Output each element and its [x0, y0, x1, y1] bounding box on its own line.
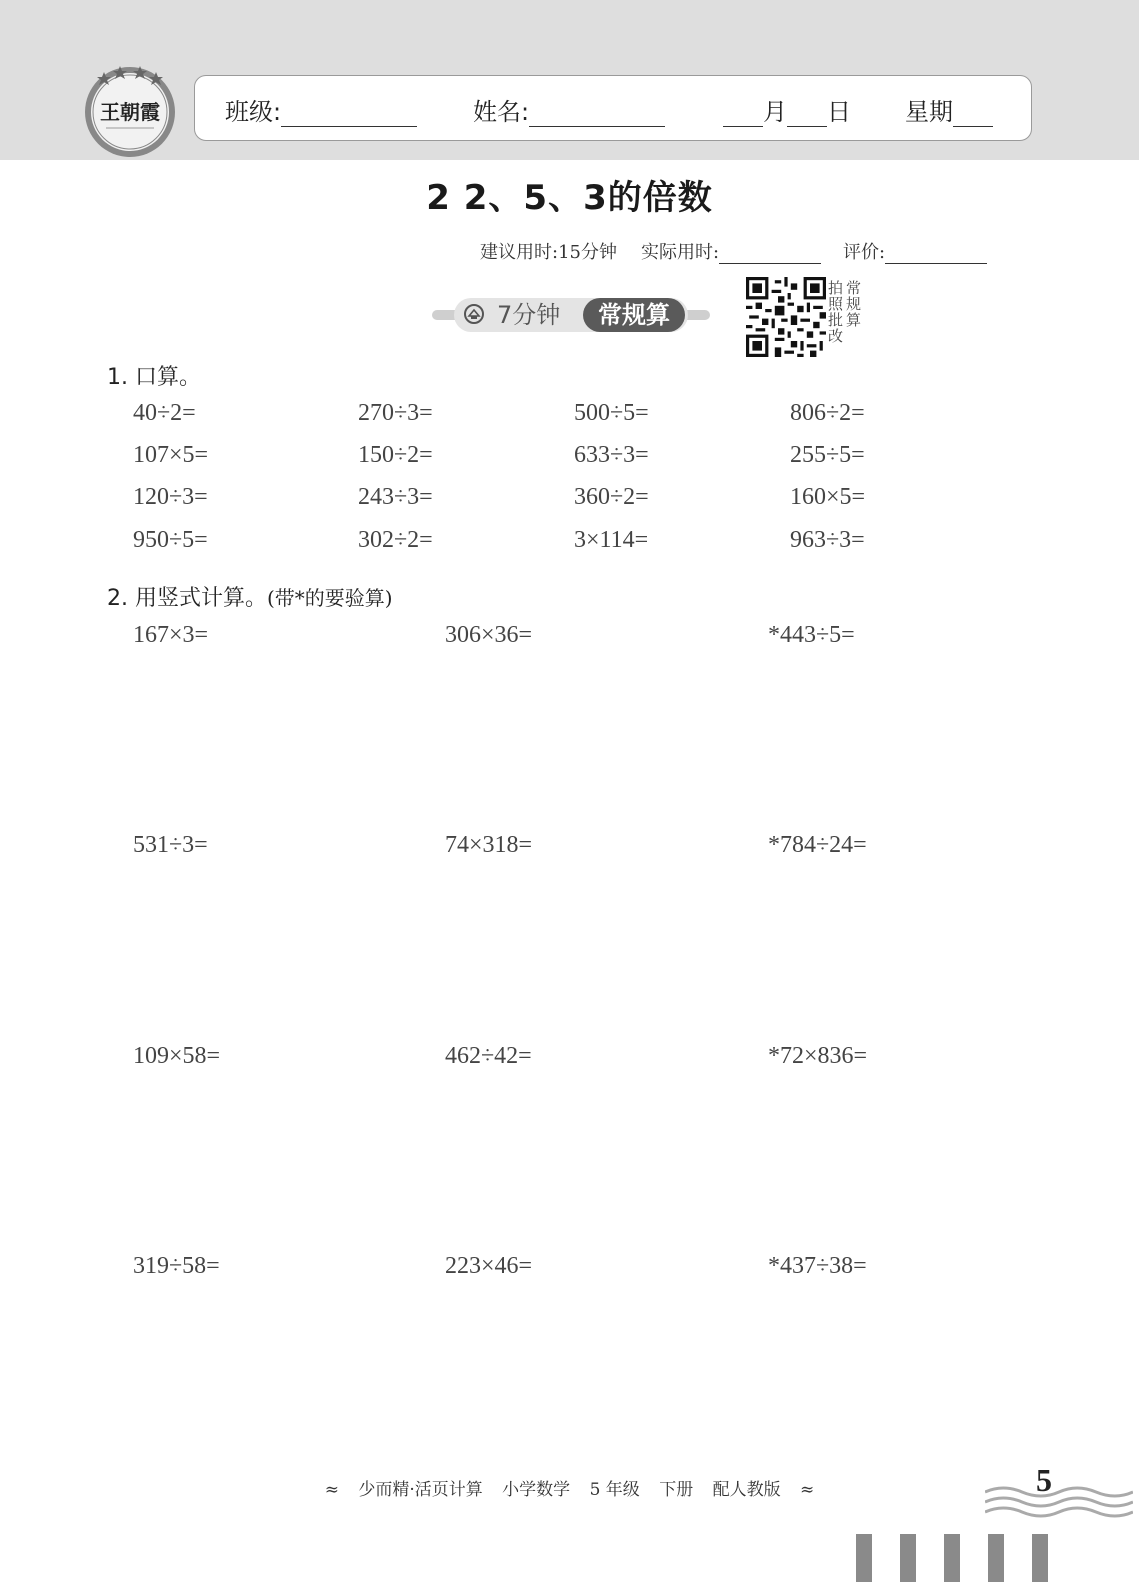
section2-title: 2. 用竖式计算。 [107, 586, 267, 611]
name-field [473, 92, 665, 127]
footer-deco-left: ≈ [324, 1480, 339, 1500]
class-label: 班级: [225, 98, 282, 126]
oral-problem: 963÷3= [790, 527, 865, 553]
vertical-problem: 319÷58= [133, 1253, 220, 1279]
month-label: 月 [763, 98, 787, 126]
oral-problem: 120÷3= [133, 484, 208, 510]
rating-blank[interactable] [885, 243, 987, 264]
vertical-problem: 167×3= [133, 622, 209, 648]
section2-note: (带*的要验算) [266, 586, 393, 610]
weekday-label: 星期 [905, 98, 953, 126]
date-field [723, 92, 851, 127]
vertical-problem: *784÷24= [768, 832, 867, 858]
vertical-problem: *443÷5= [768, 622, 855, 648]
vertical-problem: 74×318= [445, 832, 533, 858]
student-info-box [194, 75, 1032, 141]
qr-caption-right: 拍照批改 [826, 280, 844, 344]
suggested-time: 建议用时:15分钟 [480, 242, 617, 263]
oral-problem: 160×5= [790, 484, 866, 510]
weekday-blank[interactable] [953, 100, 993, 127]
oral-problem: 255÷5= [790, 442, 865, 468]
class-field [225, 92, 417, 127]
footer-subject: 小学数学 [502, 1480, 571, 1500]
page-title: 2 2、5、3的倍数 [426, 178, 713, 218]
thumb-tab-bar [856, 1534, 872, 1582]
oral-problem: 950÷5= [133, 527, 208, 553]
qr-code-icon[interactable] [746, 277, 826, 357]
publisher-logo [82, 62, 178, 158]
section1-heading: 1. 口算。 [107, 365, 201, 390]
oral-problem: 360÷2= [574, 484, 649, 510]
class-blank[interactable] [281, 100, 417, 127]
oral-problem: 243÷3= [358, 484, 433, 510]
timing-line [480, 238, 987, 264]
thumb-tab-bar [1032, 1534, 1048, 1582]
name-blank[interactable] [529, 100, 665, 127]
footer-deco-right: ≈ [800, 1480, 815, 1500]
banner-time: 7分钟 [497, 301, 561, 329]
vertical-problem: 109×58= [133, 1043, 221, 1069]
actual-time-blank[interactable] [719, 243, 821, 264]
vertical-problem: 531÷3= [133, 832, 208, 858]
oral-problem: 500÷5= [574, 400, 649, 426]
thumb-tab-bar [988, 1534, 1004, 1582]
weekday-field [905, 92, 993, 127]
oral-problem: 806÷2= [790, 400, 865, 426]
day-blank[interactable] [787, 100, 827, 127]
wave-decoration [985, 1484, 1133, 1520]
qr-caption-left: 常规算 [844, 280, 862, 328]
vertical-problem: 462÷42= [445, 1043, 532, 1069]
oral-problem: 633÷3= [574, 442, 649, 468]
day-label: 日 [827, 98, 851, 126]
oral-problem: 3×114= [574, 527, 649, 553]
logo-wordmark: 王朝霞 [100, 100, 160, 124]
oral-problem: 107×5= [133, 442, 209, 468]
footer-grade: 5 年级 [589, 1480, 640, 1500]
oral-problem: 150÷2= [358, 442, 433, 468]
footer-volume: 下册 [659, 1480, 694, 1500]
footer-series: 少而精·活页计算 [358, 1480, 483, 1500]
section2-heading [107, 581, 393, 612]
actual-time-label: 实际用时: [640, 242, 720, 263]
vertical-problem: 306×36= [445, 622, 533, 648]
oral-problem: 40÷2= [133, 400, 196, 426]
vertical-problem: *72×836= [768, 1043, 868, 1069]
oral-problem: 302÷2= [358, 527, 433, 553]
vertical-problem: 223×46= [445, 1253, 533, 1279]
banner-tag: 常规算 [583, 298, 685, 332]
medal-icon [463, 303, 485, 325]
thumb-tab-bar [944, 1534, 960, 1582]
thumb-tab-bar [900, 1534, 916, 1582]
oral-problem: 270÷3= [358, 400, 433, 426]
name-label: 姓名: [473, 98, 530, 126]
page-number: 5 [1036, 1462, 1052, 1498]
vertical-problem: *437÷38= [768, 1253, 867, 1279]
footer-edition: 配人教版 [712, 1480, 781, 1500]
rating-label: 评价: [843, 242, 886, 263]
footer-line [0, 1475, 1139, 1500]
month-blank[interactable] [723, 100, 763, 127]
